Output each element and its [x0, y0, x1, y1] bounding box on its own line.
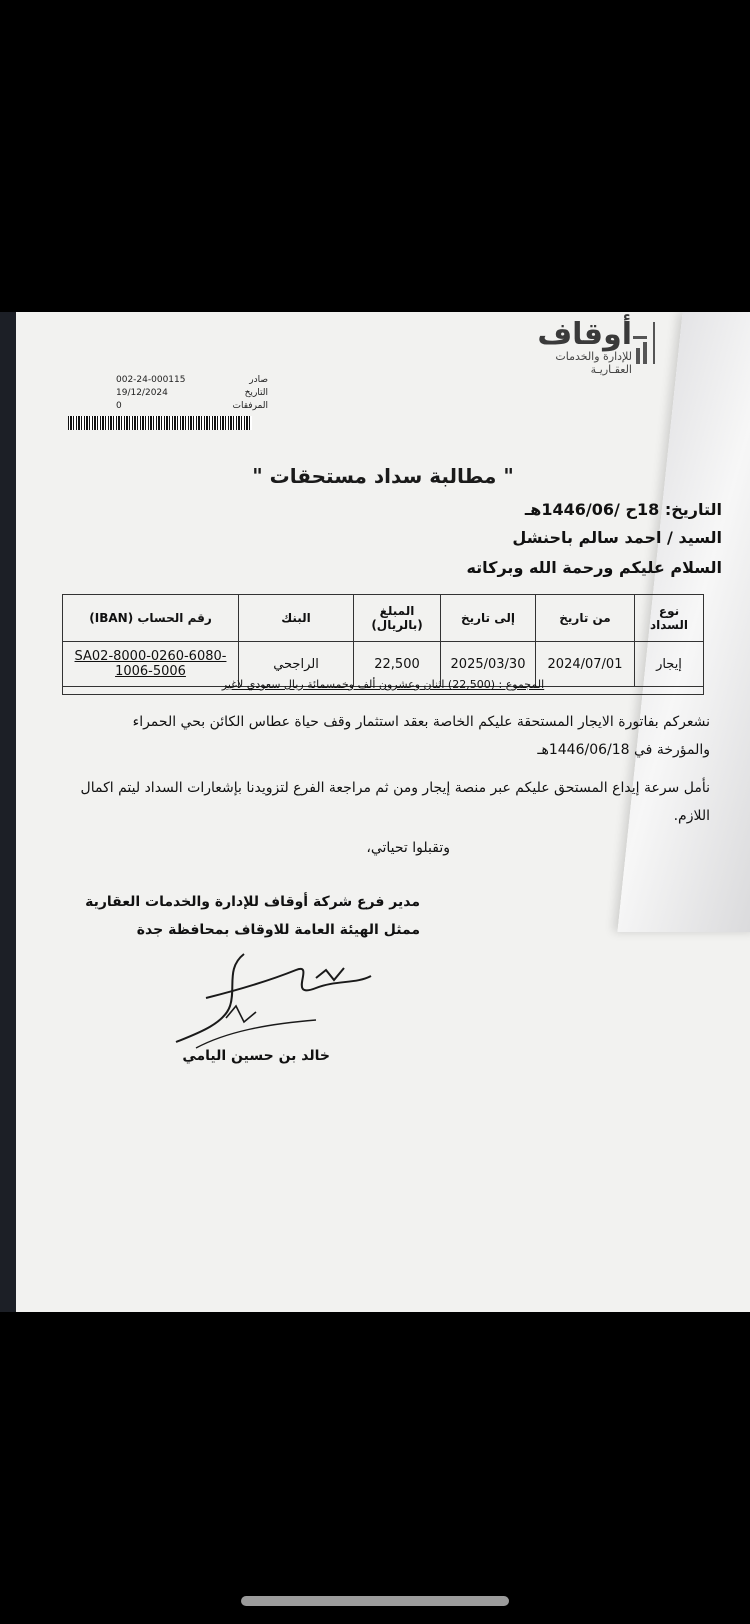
closing-line: وتقبلوا تحياتي،	[366, 840, 450, 856]
hijri-date-line: التاريخ: 18ح /1446/06هـ	[524, 500, 722, 519]
signatory-name: خالد بن حسين اليامي	[182, 1048, 330, 1064]
issued-value: 002-24-000115	[116, 375, 186, 385]
table-header-row	[63, 595, 704, 642]
body-paragraph-1: نشعركم بفاتورة الايجار المستحقة عليكم الخاصة بعقد استثمار وقف حياة عطاس الكائن بحي الحمراء والمؤرخة في 1446/06/18هـ	[132, 714, 710, 758]
invoice-table	[62, 594, 704, 687]
header-to-date: إلى تاريخ	[441, 595, 536, 642]
handwritten-signature	[166, 948, 386, 1058]
cell-amount: 22,500	[354, 642, 441, 687]
signatory-title-2: ممثل الهيئة العامة للاوقاف بمحافظة جدة	[136, 922, 420, 938]
header-from-date: من تاريخ	[536, 595, 635, 642]
cell-to-date: 2025/03/30	[441, 642, 536, 687]
document-page	[16, 312, 750, 1312]
logo-line2: العقـاريـة	[590, 363, 632, 376]
company-logo	[537, 317, 632, 376]
background-edge	[0, 312, 16, 1312]
header-iban: رقم الحساب (IBAN)	[63, 595, 239, 642]
header-amount: المبلغ (بالريال)	[354, 595, 441, 642]
greeting: السلام عليكم ورحمة الله وبركاته	[466, 558, 722, 577]
iban-value: SA02-8000-0260-6080-1006-5006	[74, 649, 227, 679]
issued-label: صادر	[249, 375, 268, 385]
cell-payment-type: إيجار	[635, 642, 704, 687]
barcode	[68, 416, 252, 430]
cell-from-date: 2024/07/01	[536, 642, 635, 687]
cell-bank: الراجحي	[239, 642, 354, 687]
attachments-label: المرفقات	[232, 401, 268, 411]
addressee: السيد / احمد سالم باحنشل	[512, 528, 722, 547]
signatory-title-1: مدير فرع شركة أوقاف للإدارة والخدمات العقارية	[85, 894, 420, 910]
home-indicator[interactable]	[241, 1596, 509, 1606]
date-label: التاريخ	[244, 388, 268, 398]
document-meta	[116, 374, 268, 413]
logo-line1: للإدارة والخدمات	[555, 350, 632, 363]
date-value: 19/12/2024	[116, 388, 168, 398]
total-text: المجموع : (22,500) اثنان وعشرون ألف وخمسمائة ريال سعودي لاغير	[221, 678, 545, 691]
logo-name: أوقاف	[537, 317, 632, 352]
header-payment-type: نوع السداد	[635, 595, 704, 642]
header-bank: البنك	[239, 595, 354, 642]
attachments-value: 0	[116, 401, 122, 411]
total-row	[62, 676, 704, 695]
document-title: " مطالبة سداد مستحقات "	[252, 464, 514, 488]
body-paragraph-2: نأمل سرعة إيداع المستحق عليكم عبر منصة إيجار ومن ثم مراجعة الفرع لتزويدنا بإشعارات السداد ليتم اكمال اللازم.	[80, 780, 710, 824]
